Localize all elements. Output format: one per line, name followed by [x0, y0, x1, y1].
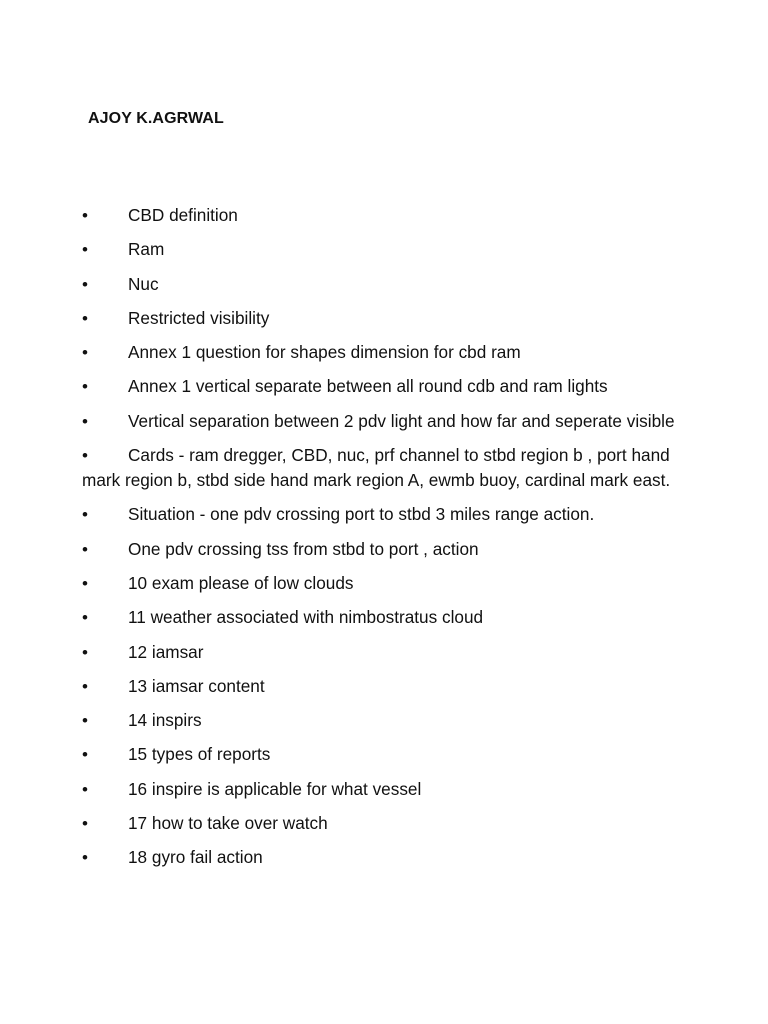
bullet-icon: •: [82, 814, 88, 834]
question-list: [82, 203, 688, 880]
list-item-text: Cards - ram dregger, CBD, nuc, prf channel to stbd region b , port hand mark region b, stbd side hand mark region A, ewmb buoy, cardinal mark east.: [82, 445, 671, 491]
list-item: [82, 742, 688, 767]
bullet-icon: •: [82, 446, 88, 466]
list-item-text: 10 exam please of low clouds: [128, 572, 354, 593]
list-item-text: 17 how to take over watch: [128, 813, 328, 834]
list-item-text: 12 iamsar: [128, 641, 204, 662]
bullet-icon: •: [82, 642, 88, 662]
list-item-text: CBD definition: [128, 205, 238, 225]
bullet-icon: •: [82, 848, 88, 868]
list-item: [82, 237, 688, 262]
list-item-text: Annex 1 question for shapes dimension for cbd ram: [128, 342, 521, 363]
list-item: [82, 640, 688, 665]
list-item: [82, 537, 688, 562]
list-item: [82, 203, 688, 228]
bullet-icon: •: [82, 308, 88, 328]
list-item-text: Vertical separation between 2 pdv light and how far and seperate visible: [128, 410, 675, 431]
list-item-text: 14 inspirs: [128, 710, 202, 731]
list-item: [82, 374, 688, 399]
author-name: AJOY K.AGRWAL: [88, 110, 224, 127]
bullet-icon: •: [82, 539, 88, 559]
list-item: [82, 777, 688, 802]
list-item-text: 11 weather associated with nimbostratus cloud: [128, 607, 484, 628]
list-item: [82, 306, 688, 331]
list-item: [82, 571, 688, 596]
list-item-text: Nuc: [128, 273, 159, 294]
bullet-icon: •: [82, 206, 88, 225]
bullet-icon: •: [82, 240, 88, 260]
bullet-icon: •: [82, 676, 88, 696]
list-item-text: One pdv crossing tss from stbd to port , action: [128, 538, 479, 559]
list-item: [82, 502, 688, 527]
list-item: [82, 708, 688, 733]
bullet-icon: •: [82, 711, 88, 731]
bullet-icon: •: [82, 343, 88, 363]
bullet-icon: •: [82, 411, 88, 431]
list-item-text: 13 iamsar content: [128, 675, 265, 696]
list-item-text: 16 inspire is applicable for what vessel: [128, 778, 422, 799]
bullet-icon: •: [82, 274, 88, 294]
list-item: [82, 845, 688, 870]
list-item-text: 15 types of reports: [128, 744, 271, 765]
list-item-text: Annex 1 vertical separate between all round cdb and ram lights: [128, 376, 608, 397]
list-item: [82, 674, 688, 699]
list-item: [82, 409, 688, 434]
list-item: [82, 340, 688, 365]
list-item: [82, 605, 688, 630]
list-item-text: Situation - one pdv crossing port to stbd 3 miles range action.: [128, 504, 595, 525]
list-item-text: 18 gyro fail action: [128, 847, 263, 868]
bullet-icon: •: [82, 377, 88, 397]
bullet-icon: •: [82, 505, 88, 525]
list-item: [82, 811, 688, 836]
bullet-icon: •: [82, 608, 88, 628]
bullet-icon: •: [82, 573, 88, 593]
bullet-icon: •: [82, 745, 88, 765]
bullet-icon: •: [82, 779, 88, 799]
list-item-text: Restricted visibility: [128, 307, 270, 328]
list-item: [82, 272, 688, 297]
list-item-text: Ram: [128, 239, 165, 260]
list-item: [82, 443, 688, 493]
